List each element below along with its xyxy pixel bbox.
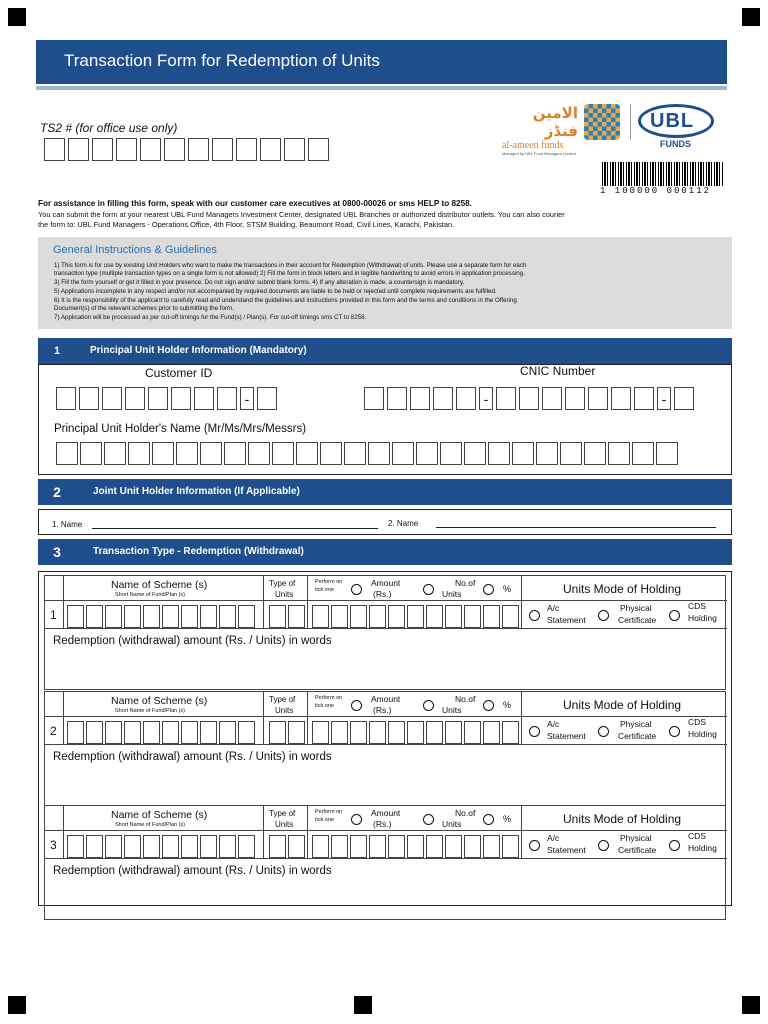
holder-name-box[interactable] (608, 442, 630, 465)
ts2-box[interactable] (188, 138, 209, 161)
amount-in-words-label: Redemption (withdrawal) amount (Rs. / Units) in words (53, 865, 332, 877)
amount-box[interactable] (502, 605, 519, 628)
mode-of-holding-label: Units Mode of Holding (563, 698, 682, 712)
type-of-units-label: Type of (269, 579, 296, 588)
cnic-box[interactable] (387, 387, 407, 410)
amount-box[interactable] (369, 721, 386, 744)
cnic-box[interactable] (634, 387, 654, 410)
guideline-item: 1) This form is for use by existing Unit Holders who want to make the transactions in their account for Redemption (Withdrawal) of units. Please use a separate form for each (54, 262, 527, 269)
customer-id-box[interactable] (194, 387, 214, 410)
customer-id-label: Customer ID (145, 366, 213, 380)
perform-units-radio[interactable] (423, 814, 434, 825)
ts2-box[interactable] (116, 138, 137, 161)
funds-text: FUNDS (660, 139, 691, 149)
scheme-input[interactable] (67, 835, 255, 858)
scheme-box[interactable] (200, 605, 217, 628)
amount-box[interactable] (312, 835, 329, 858)
cnic-box[interactable] (674, 387, 694, 410)
row-number: 3 (50, 838, 57, 852)
scheme-box[interactable] (143, 835, 160, 858)
holder-name-box[interactable] (200, 442, 222, 465)
cnic-box[interactable] (433, 387, 453, 410)
transaction-row-block (44, 691, 726, 806)
type-box[interactable] (288, 721, 305, 744)
amount-box[interactable] (407, 835, 424, 858)
type-of-units-input[interactable] (269, 605, 305, 628)
scheme-box[interactable] (238, 605, 255, 628)
ts2-boxes (44, 138, 329, 161)
assistance-line-2: the form to: UBL Fund Managers - Operations Office, 4th Floor, STSM Building, Beaumont Road, Civil Lines, Karachi, Pakistan. (38, 220, 455, 229)
amount-box[interactable] (426, 835, 443, 858)
grid-line (63, 806, 64, 858)
cds-holding-radio[interactable] (669, 726, 680, 737)
registration-mark-bottom-right (742, 996, 760, 1014)
ts2-box[interactable] (140, 138, 161, 161)
cnic-box[interactable] (410, 387, 430, 410)
section-3-number: 3 (53, 544, 61, 560)
amount-box[interactable] (445, 605, 462, 628)
joint-name-2-field[interactable] (436, 527, 716, 528)
physical-label: Physical (620, 719, 652, 729)
amount-box[interactable] (483, 721, 500, 744)
amount-box[interactable] (426, 605, 443, 628)
al-ameen-logo (502, 104, 624, 156)
amount-label: Amount (371, 808, 401, 818)
scheme-box[interactable] (67, 605, 84, 628)
perform-percent-radio[interactable] (483, 584, 494, 595)
amount-box[interactable] (331, 835, 348, 858)
holder-name-label: Principal Unit Holder's Name (Mr/Ms/Mrs/Messrs) (54, 423, 307, 435)
amount-box[interactable] (464, 605, 481, 628)
perform-percent-radio[interactable] (483, 700, 494, 711)
registration-mark-top-left (8, 8, 26, 26)
holder-name-box[interactable] (128, 442, 150, 465)
customer-id-box[interactable] (257, 387, 277, 410)
cds-label: CDS (688, 601, 706, 611)
amount-box[interactable] (350, 835, 367, 858)
type-of-units-label: Units (275, 590, 294, 599)
grid-line (521, 576, 522, 628)
type-box[interactable] (269, 605, 286, 628)
scheme-box[interactable] (105, 605, 122, 628)
amount-box[interactable] (312, 721, 329, 744)
scheme-box[interactable] (105, 721, 122, 744)
cnic-box[interactable] (456, 387, 476, 410)
registration-mark-bottom-left (8, 996, 26, 1014)
scheme-box[interactable] (162, 605, 179, 628)
transaction-row-block (44, 805, 726, 920)
tick-one-label: tick one (315, 703, 334, 709)
amount-box[interactable] (502, 835, 519, 858)
scheme-box[interactable] (200, 835, 217, 858)
ac-statement-radio[interactable] (529, 726, 540, 737)
perform-units-radio[interactable] (423, 700, 434, 711)
holder-name-box[interactable] (656, 442, 678, 465)
scheme-label: Name of Scheme (s) (111, 579, 208, 591)
section-1-number: 1 (53, 345, 61, 357)
holding-label: Holding (688, 729, 717, 739)
scheme-box[interactable] (143, 605, 160, 628)
physical-label: Physical (620, 603, 652, 613)
grid-line (263, 806, 264, 858)
cnic-box[interactable] (542, 387, 562, 410)
mode-of-holding-label: Units Mode of Holding (563, 582, 682, 596)
customer-id-box[interactable] (79, 387, 99, 410)
grid-line (521, 692, 522, 744)
amount-label: Amount (371, 694, 401, 704)
no-of-units-label: No.of (455, 578, 476, 588)
physical-label: Physical (620, 833, 652, 843)
amount-box[interactable] (388, 835, 405, 858)
holder-name-box[interactable] (368, 442, 390, 465)
holder-name-box[interactable] (464, 442, 486, 465)
cds-label: CDS (688, 831, 706, 841)
statement-label: Statement (547, 731, 586, 741)
statement-label: Statement (547, 615, 586, 625)
customer-id-box[interactable] (148, 387, 168, 410)
amount-input[interactable] (312, 835, 519, 858)
holder-name-box[interactable] (488, 442, 510, 465)
cnic-label: CNIC Number (520, 364, 596, 378)
customer-id-box[interactable] (56, 387, 76, 410)
scheme-box[interactable] (143, 721, 160, 744)
holder-name-box[interactable] (344, 442, 366, 465)
cnic-box[interactable] (611, 387, 631, 410)
guideline-item: 3) Fill the form yourself or get it filled in your presence. Do not sign and/or submit blank forms. 4) If any alteration is made, a countersign is mandatory. (54, 279, 465, 286)
section-3-title: Transaction Type - Redemption (Withdrawal) (93, 546, 304, 557)
rs-label: (Rs.) (373, 705, 392, 715)
scheme-box[interactable] (162, 721, 179, 744)
guideline-item: 6) It is the responsibility of the applicant to carefully read and understand the guidelines and instructions provided in this form and the terms and conditions in the Offering (54, 297, 517, 304)
guidelines-title: General Instructions & Guidelines (53, 244, 217, 256)
holder-name-box[interactable] (176, 442, 198, 465)
scheme-box[interactable] (219, 835, 236, 858)
form-title: Transaction Form for Redemption of Units (36, 40, 727, 84)
cnic-box[interactable] (565, 387, 585, 410)
customer-id-box[interactable] (171, 387, 191, 410)
percent-label: % (503, 700, 512, 710)
scheme-box[interactable] (181, 721, 198, 744)
ts2-label: TS2 # (for office use only) (40, 121, 178, 135)
scheme-box[interactable] (200, 721, 217, 744)
section-2-number: 2 (53, 484, 61, 500)
scheme-box[interactable] (86, 835, 103, 858)
ts2-box[interactable] (308, 138, 329, 161)
amount-box[interactable] (445, 721, 462, 744)
guidelines-panel (38, 237, 732, 329)
dash-separator: - (240, 387, 254, 410)
al-ameen-name: al-ameen funds (502, 140, 564, 151)
holder-name-box[interactable] (272, 442, 294, 465)
section-2-panel (38, 509, 732, 535)
grid-line (45, 858, 727, 859)
certificate-label: Certificate (618, 731, 657, 741)
logo-divider (630, 104, 631, 140)
ts2-box[interactable] (44, 138, 65, 161)
amount-box[interactable] (445, 835, 462, 858)
amount-box[interactable] (369, 605, 386, 628)
scheme-box[interactable] (181, 835, 198, 858)
scheme-box[interactable] (86, 721, 103, 744)
section-1-title: Principal Unit Holder Information (Mandatory) (90, 345, 307, 356)
scheme-box[interactable] (105, 835, 122, 858)
no-of-units-label: Units (442, 819, 462, 829)
grid-line (63, 576, 64, 628)
type-of-units-input[interactable] (269, 721, 305, 744)
section-3-header (38, 539, 732, 565)
scheme-box[interactable] (86, 605, 103, 628)
grid-line (307, 806, 308, 858)
scheme-label: Name of Scheme (s) (111, 695, 208, 707)
scheme-input[interactable] (67, 605, 255, 628)
holder-name-input[interactable] (56, 442, 678, 465)
grid-line (45, 744, 727, 745)
cds-label: CDS (688, 717, 706, 727)
physical-certificate-radio[interactable] (598, 840, 609, 851)
amount-box[interactable] (331, 721, 348, 744)
holder-name-box[interactable] (440, 442, 462, 465)
type-box[interactable] (288, 835, 305, 858)
section-2-header (38, 479, 732, 505)
rs-label: (Rs.) (373, 819, 392, 829)
type-box[interactable] (288, 605, 305, 628)
amount-box[interactable] (407, 721, 424, 744)
scheme-box[interactable] (219, 605, 236, 628)
holder-name-box[interactable] (416, 442, 438, 465)
type-of-units-label: Type of (269, 695, 296, 704)
ts2-box[interactable] (236, 138, 257, 161)
type-of-units-input[interactable] (269, 835, 305, 858)
no-of-units-label: No.of (455, 694, 476, 704)
guideline-item: 5) Applications incomplete in any respect and/or not accompanied by required documents are liable to be held or rejected until complete requirements are fulfilled. (54, 288, 497, 295)
type-box[interactable] (269, 835, 286, 858)
amount-in-words-field[interactable] (47, 651, 723, 687)
ac-label: A/c (547, 719, 560, 729)
scheme-box[interactable] (67, 835, 84, 858)
dash-separator: - (657, 387, 671, 410)
scheme-box[interactable] (124, 835, 141, 858)
amount-box[interactable] (483, 605, 500, 628)
grid-line (521, 806, 522, 858)
joint-name-2-label: 2. Name (388, 519, 419, 528)
scheme-box[interactable] (238, 721, 255, 744)
pattern-icon (584, 104, 620, 140)
amount-label: Amount (371, 578, 401, 588)
physical-certificate-radio[interactable] (598, 726, 609, 737)
amount-box[interactable] (464, 835, 481, 858)
ubl-funds-logo (636, 102, 716, 150)
holder-name-box[interactable] (224, 442, 246, 465)
scheme-box[interactable] (181, 605, 198, 628)
customer-id-input[interactable] (56, 387, 277, 410)
cds-holding-radio[interactable] (669, 610, 680, 621)
percent-label: % (503, 814, 512, 824)
cnic-box[interactable] (588, 387, 608, 410)
amount-box[interactable] (369, 835, 386, 858)
guideline-item: Document(s) of the relevant schemes prior to submitting the form. (54, 305, 234, 312)
holder-name-box[interactable] (512, 442, 534, 465)
barcode-number: 1 100000 000112 (600, 186, 712, 196)
scheme-box[interactable] (162, 835, 179, 858)
no-of-units-label: No.of (455, 808, 476, 818)
amount-input[interactable] (312, 605, 519, 628)
scheme-box[interactable] (67, 721, 84, 744)
tick-one-label: tick one (315, 587, 334, 593)
ac-statement-radio[interactable] (529, 840, 540, 851)
amount-box[interactable] (407, 605, 424, 628)
cnic-input[interactable] (364, 387, 694, 410)
transaction-row-block (44, 575, 726, 690)
section-2-title: Joint Unit Holder Information (If Applicable) (93, 486, 300, 497)
no-of-units-label: Units (442, 705, 462, 715)
ts2-box[interactable] (260, 138, 281, 161)
ts2-box[interactable] (212, 138, 233, 161)
amount-input[interactable] (312, 721, 519, 744)
cnic-box[interactable] (364, 387, 384, 410)
certificate-label: Certificate (618, 845, 657, 855)
amount-in-words-field[interactable] (47, 767, 723, 803)
holder-name-box[interactable] (320, 442, 342, 465)
ac-label: A/c (547, 603, 560, 613)
ts2-box[interactable] (68, 138, 89, 161)
perform-on-label: Perform on (315, 695, 343, 701)
type-box[interactable] (269, 721, 286, 744)
scheme-box[interactable] (124, 721, 141, 744)
dash-separator: - (479, 387, 493, 410)
guideline-item: 7) Application will be processed as per cut-off timings for the Fund(s) / Plan(s). For cut-off timings sms CT to 8258. (54, 314, 367, 321)
holder-name-box[interactable] (248, 442, 270, 465)
no-of-units-label: Units (442, 589, 462, 599)
perform-units-radio[interactable] (423, 584, 434, 595)
grid-line (45, 600, 727, 601)
statement-label: Statement (547, 845, 586, 855)
cds-holding-radio[interactable] (669, 840, 680, 851)
assistance-line-1: You can submit the form at your nearest UBL Fund Managers Investment Center, designated UBL Branches or authorized distributor outlets. You can also courier (38, 210, 565, 219)
amount-box[interactable] (350, 721, 367, 744)
holder-name-box[interactable] (56, 442, 78, 465)
amount-box[interactable] (464, 721, 481, 744)
scheme-box[interactable] (124, 605, 141, 628)
amount-in-words-label: Redemption (withdrawal) amount (Rs. / Units) in words (53, 751, 332, 763)
holder-name-box[interactable] (392, 442, 414, 465)
grid-line (263, 692, 264, 744)
amount-box[interactable] (331, 605, 348, 628)
perform-amount-radio[interactable] (351, 584, 362, 595)
scheme-sublabel: Short Name of Fund/Plan (s) (115, 822, 186, 828)
scheme-box[interactable] (219, 721, 236, 744)
customer-id-box[interactable] (217, 387, 237, 410)
physical-certificate-radio[interactable] (598, 610, 609, 621)
scheme-box[interactable] (238, 835, 255, 858)
al-ameen-urdu-text: الامين فنڈز (532, 105, 578, 140)
perform-amount-radio[interactable] (351, 700, 362, 711)
grid-line (45, 830, 727, 831)
holder-name-box[interactable] (296, 442, 318, 465)
amount-box[interactable] (483, 835, 500, 858)
ubl-text: UBL (650, 110, 695, 132)
certificate-label: Certificate (618, 615, 657, 625)
registration-mark-top-right (742, 8, 760, 26)
holding-label: Holding (688, 613, 717, 623)
customer-id-box[interactable] (125, 387, 145, 410)
rs-label: (Rs.) (373, 589, 392, 599)
row-number: 1 (50, 608, 57, 622)
holder-name-box[interactable] (632, 442, 654, 465)
guideline-item: transaction type (multiple transaction types on a single form is not allowed) 2) Fill the form in block letters and in legible handwriting to avoid errors in application processing. (54, 270, 525, 277)
row-number: 2 (50, 724, 57, 738)
ts2-box[interactable] (284, 138, 305, 161)
scheme-sublabel: Short Name of Fund/Plan (s) (115, 708, 186, 714)
amount-in-words-label: Redemption (withdrawal) amount (Rs. / Units) in words (53, 635, 332, 647)
al-ameen-tagline: Managed by UBL Fund Managers Limited (502, 151, 576, 156)
cnic-box[interactable] (519, 387, 539, 410)
joint-name-1-label: 1. Name (52, 520, 83, 529)
mode-of-holding-label: Units Mode of Holding (563, 812, 682, 826)
assistance-bold: For assistance in filling this form, speak with our customer care executives at 0800-00026 or sms HELP to 8258. (38, 199, 472, 208)
ts2-box[interactable] (92, 138, 113, 161)
perform-percent-radio[interactable] (483, 814, 494, 825)
barcode (602, 162, 724, 186)
amount-box[interactable] (426, 721, 443, 744)
amount-box[interactable] (388, 721, 405, 744)
type-of-units-label: Units (275, 706, 294, 715)
holding-label: Holding (688, 843, 717, 853)
amount-in-words-field[interactable] (47, 881, 723, 917)
type-of-units-label: Units (275, 820, 294, 829)
grid-line (45, 628, 727, 629)
joint-name-1-field[interactable] (92, 528, 378, 529)
holder-name-box[interactable] (152, 442, 174, 465)
tick-one-label: tick one (315, 817, 334, 823)
grid-line (63, 692, 64, 744)
holder-name-box[interactable] (104, 442, 126, 465)
amount-box[interactable] (350, 605, 367, 628)
holder-name-box[interactable] (536, 442, 558, 465)
grid-line (263, 576, 264, 628)
holder-name-box[interactable] (584, 442, 606, 465)
grid-line (307, 692, 308, 744)
holder-name-box[interactable] (80, 442, 102, 465)
perform-on-label: Perform on (315, 809, 343, 815)
cnic-box[interactable] (496, 387, 516, 410)
customer-id-box[interactable] (102, 387, 122, 410)
amount-box[interactable] (388, 605, 405, 628)
ac-statement-radio[interactable] (529, 610, 540, 621)
type-of-units-label: Type of (269, 809, 296, 818)
scheme-sublabel: Short Name of Fund/Plan (s) (115, 592, 186, 598)
grid-line (45, 716, 727, 717)
perform-amount-radio[interactable] (351, 814, 362, 825)
header-underline (36, 86, 727, 90)
holder-name-box[interactable] (560, 442, 582, 465)
amount-box[interactable] (502, 721, 519, 744)
amount-box[interactable] (312, 605, 329, 628)
grid-line (307, 576, 308, 628)
registration-mark-bottom-center (354, 996, 372, 1014)
scheme-input[interactable] (67, 721, 255, 744)
ac-label: A/c (547, 833, 560, 843)
section-1-header (38, 338, 732, 364)
ts2-box[interactable] (164, 138, 185, 161)
scheme-label: Name of Scheme (s) (111, 809, 208, 821)
percent-label: % (503, 584, 512, 594)
perform-on-label: Perform on (315, 579, 343, 585)
